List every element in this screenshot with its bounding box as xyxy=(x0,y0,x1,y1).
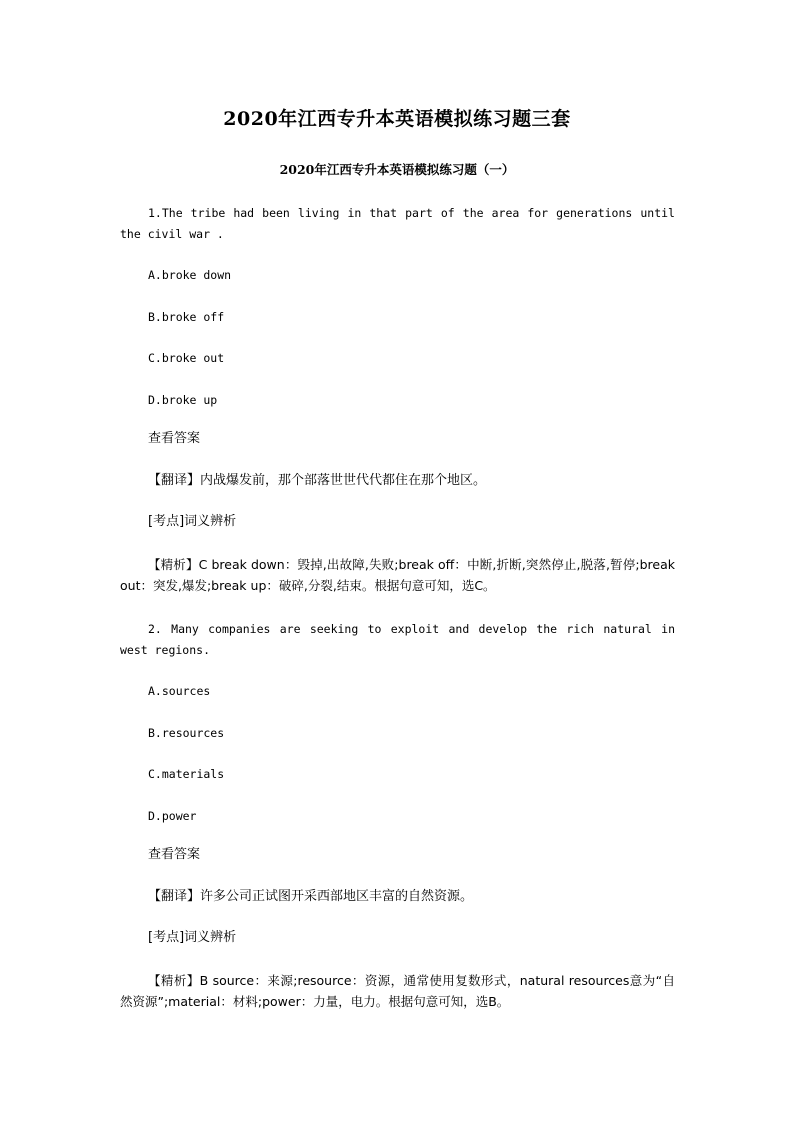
question-2-option-d: D.power xyxy=(148,809,197,823)
question-1-option-a: A.broke down xyxy=(148,268,232,282)
question-1-option-d: D.broke up xyxy=(148,393,218,407)
question-2-point: [考点]词义辨析 xyxy=(148,930,237,945)
question-2-view-answer[interactable]: 查看答案 xyxy=(148,847,201,862)
section-subtitle: 2020年江西专升本英语模拟练习题（一） xyxy=(279,162,515,177)
question-2-option-b: B.resources xyxy=(148,726,225,740)
question-1-view-answer[interactable]: 查看答案 xyxy=(148,431,201,446)
question-2-stem: 2. Many companies are seeking to exploit and develop the rich natural in west regions. xyxy=(120,622,675,657)
question-1-option-c: C.broke out xyxy=(148,351,225,365)
document-title: 2020年江西专升本英语模拟练习题三套 xyxy=(223,108,571,130)
question-2-option-c: C.materials xyxy=(148,767,225,781)
question-1-point: [考点]词义辨析 xyxy=(148,514,237,529)
question-1-analysis: 【精析】C break down：毁掉,出故障,失败;break off：中断,折断,突然停止,脱落,暂停;break out：突发,爆发;break up：破碎,分裂,结束。根据句意可知，选C。 xyxy=(120,557,675,593)
question-2-option-a: A.sources xyxy=(148,684,211,698)
question-1-translation: 【翻译】内战爆发前，那个部落世世代代都住在那个地区。 xyxy=(148,473,487,488)
question-1-option-b: B.broke off xyxy=(148,310,225,324)
question-2-analysis: 【精析】B source：来源;resource：资源，通常使用复数形式，natural resources意为“自然资源”;material：材料;power：力量，电力。根据句意可知，选B。 xyxy=(120,973,675,1009)
question-1-stem: 1.The tribe had been living in that part of the area for generations until the civil war . xyxy=(120,206,675,241)
question-2-translation: 【翻译】许多公司正试图开采西部地区丰富的自然资源。 xyxy=(148,889,474,904)
